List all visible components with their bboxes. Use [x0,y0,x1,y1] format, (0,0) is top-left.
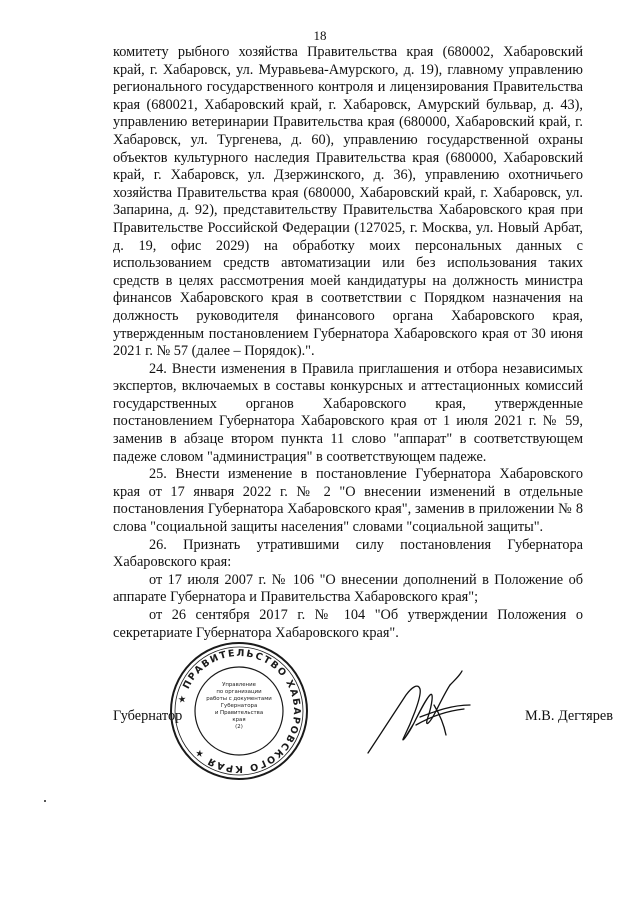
page-number: 18 [313,28,327,43]
svg-text:края: края [232,717,246,723]
paragraph-26: 26. Признать утратившими силу постановления Губернатора Хабаровского края: [113,536,583,571]
signatory-name: М.В. Дегтярев [525,708,613,724]
handwritten-signature [360,665,480,760]
paragraph-25: 25. Внести изменение в постановление Губернатора Хабаровского края от 17 января 2022 г. № 2 "О внесении изменений в отдельные постановления Губернатора Хабаровского края", заменив в приложении № 8 слова "социальной защиты населения" словами "социальной защиты". [113,466,583,536]
document-body [113,44,583,642]
svg-text:(2): (2) [235,724,243,730]
paragraph-24: 24. Внести изменения в Правила приглашения и отбора независимых экспертов, включаемых в составы конкурсных и аттестационных комиссий государственных органов Хабаровского края, утвержденные постановлением Губернатора Хабаровского края от 1 июля 2021 г. № 59, заменив в абзаце втором пункта 11 слово "аппарат" в соответствующем падеже словом "администрация" в соответствующем падеже. [113,360,583,465]
paragraph-continuation: комитету рыбного хозяйства Правительства края (680002, Хабаровский край, г. Хабаровск, ул. Муравьева-Амурского, д. 19), главному управлению регионального государственного контроля и лицензирования Правительства края (680021, Хабаровский край, г. Хабаровск, Амурский бульвар, д. 43), управлению ветеринарии Правительства края (680000, Хабаровский край, г. Хабаровск, ул. Тургенева, д. 60), управлению государственной охраны объектов культурного наследия Правительства края (680000, Хабаровский край, г. Хабаровск, ул. Дзержинского, д. 36), управлению охотничьего хозяйства Правительства края (680000, Хабаровский край, г. Хабаровск, ул. Запарина, д. 92), представительству Правительства Хабаровского края при Правительстве Российской Федерации (127025, г. Москва, ул. Новый Арбат, д. 19, офис 2029) на обработку моих персональных данных с использованием средств автоматизации или без использования таких средств в целях рассмотрения моей кандидатуры на должность министра финансов Хабаровского края в соответствии с Порядком назначения на должность руководителя финансового органа Хабаровского края, утвержденным постановлением Губернатора Хабаровского края от 30 июня 2021 г. № 57 (далее – Порядок).". [113,44,583,360]
paragraph-26-item-2: от 26 сентября 2017 г. № 104 "Об утверждении Положения о секретариате Губернатора Хабаровского края". [113,607,583,641]
official-seal [168,640,310,782]
svg-text:по организации: по организации [216,689,262,695]
svg-text:Управление: Управление [222,682,256,688]
signatory-position: Губернатор [113,708,183,724]
svg-text:Губернатора: Губернатора [220,703,258,709]
paragraph-26-item-1: от 17 июля 2007 г. № 106 "О внесении дополнений в Положение об аппарате Губернатора и Правительства Хабаровского края"; [113,571,583,606]
svg-text:работы с документами: работы с документами [206,696,272,702]
svg-text:и Правительства: и Правительства [214,710,264,716]
scan-speck [44,800,46,802]
svg-text:★ ПРАВИТЕЛЬСТВО ХАБАРОВСКОГО К: ★ ПРАВИТЕЛЬСТВО ХАБАРОВСКОГО КРАЯ ★ [176,647,303,775]
